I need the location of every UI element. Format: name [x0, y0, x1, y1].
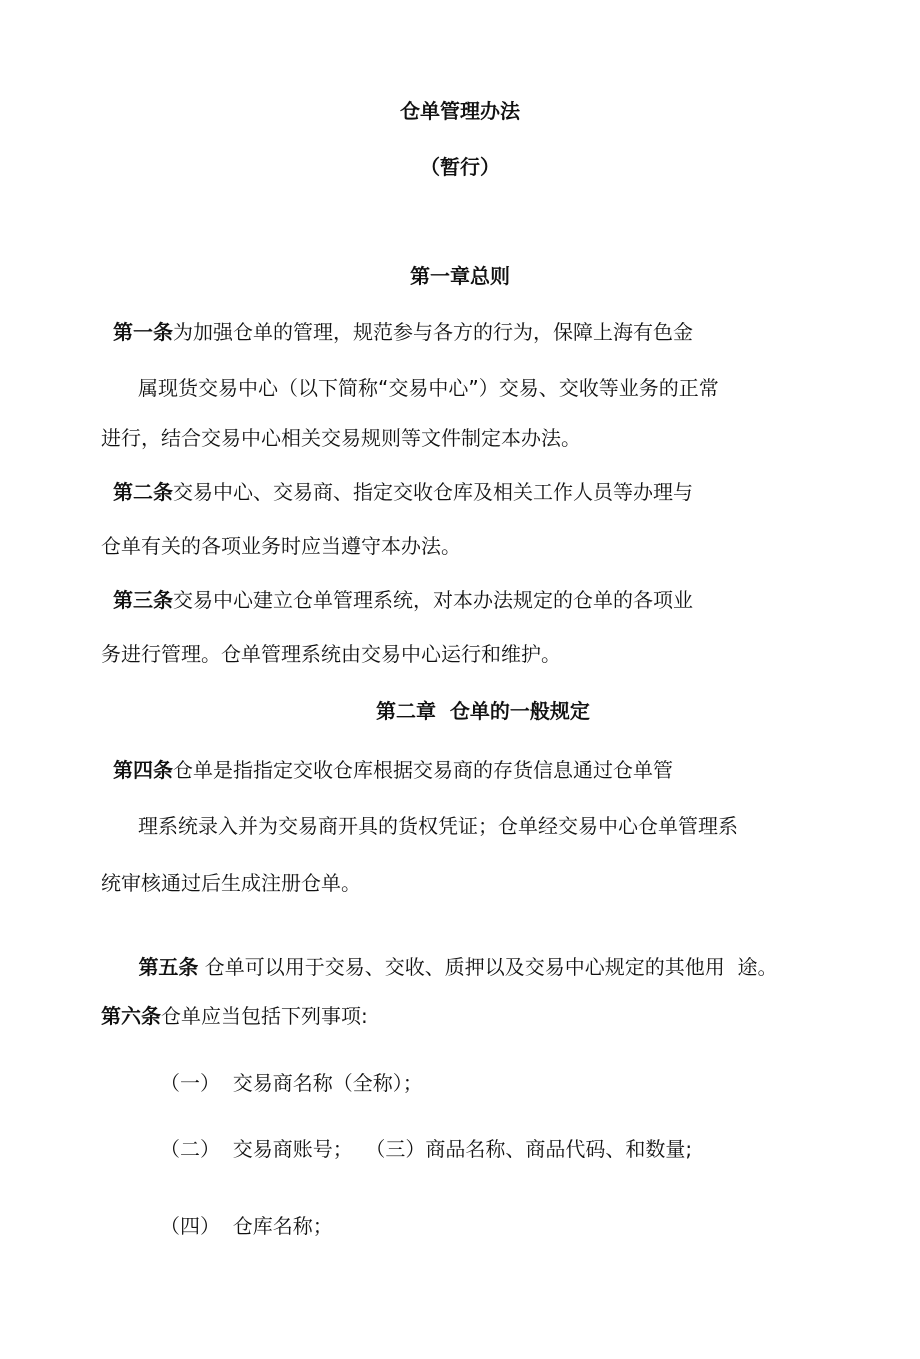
article-4-line-3: 统审核通过后生成注册仓单。: [101, 871, 361, 895]
article-4-label: 第四条: [113, 758, 173, 782]
article-2-line-2: 仓单有关的各项业务时应当遵守本办法。: [101, 534, 461, 558]
list-item-2-3: （二） 交易商账号； （三）商品名称、商品代码、和数量;: [160, 1137, 693, 1161]
article-5-label: 第五条: [138, 955, 199, 979]
article-3-line-1: [113, 586, 693, 614]
article-2-line-1: [113, 478, 693, 506]
article-2-text-1: 交易中心、交易商、指定交收仓库及相关工作人员等办理与: [173, 480, 693, 504]
chapter-1-heading: 第一章总则: [410, 264, 510, 288]
article-3-text-1: 交易中心建立仓单管理系统，对本办法规定的仓单的各项业: [173, 588, 693, 612]
article-6-label: 第六条: [101, 1004, 161, 1028]
article-6-text-1: 仓单应当包括下列事项:: [161, 1004, 368, 1028]
doc-subtitle: （暂行）: [420, 155, 500, 179]
article-4-text-1: 仓单是指指定交收仓库根据交易商的存货信息通过仓单管: [173, 758, 673, 782]
article-1-label: 第一条: [113, 320, 173, 344]
article-4-line-2: 理系统录入并为交易商开具的货权凭证；仓单经交易中心仓单管理系: [138, 814, 738, 838]
list-item-1: （一） 交易商名称（全称）；: [160, 1071, 423, 1095]
article-1-line-3: 进行，结合交易中心相关交易规则等文件制定本办法。: [101, 426, 581, 450]
article-2-label: 第二条: [113, 480, 173, 504]
article-1-line-2: 属现货交易中心（以下简称“交易中心”）交易、交收等业务的正常: [138, 376, 719, 400]
article-3-line-2: 务进行管理。仓单管理系统由交易中心运行和维护。: [101, 642, 561, 666]
article-1-text-1: 为加强仓单的管理，规范参与各方的行为，保障上海有色金: [173, 320, 693, 344]
article-5-line-1: [113, 925, 778, 1009]
article-1-line-1: [113, 318, 693, 346]
article-5-text-1: 仓单可以用于交易、交收、质押以及交易中心规定的其他用 途。: [198, 955, 778, 979]
article-3-label: 第三条: [113, 588, 173, 612]
chapter-2-heading: 第二章 仓单的一般规定: [376, 699, 590, 723]
doc-title: 仓单管理办法: [400, 99, 520, 123]
article-6-line-1: [101, 1002, 368, 1030]
list-item-4: （四） 仓库名称；: [160, 1214, 333, 1238]
article-4-line-1: [113, 756, 673, 784]
